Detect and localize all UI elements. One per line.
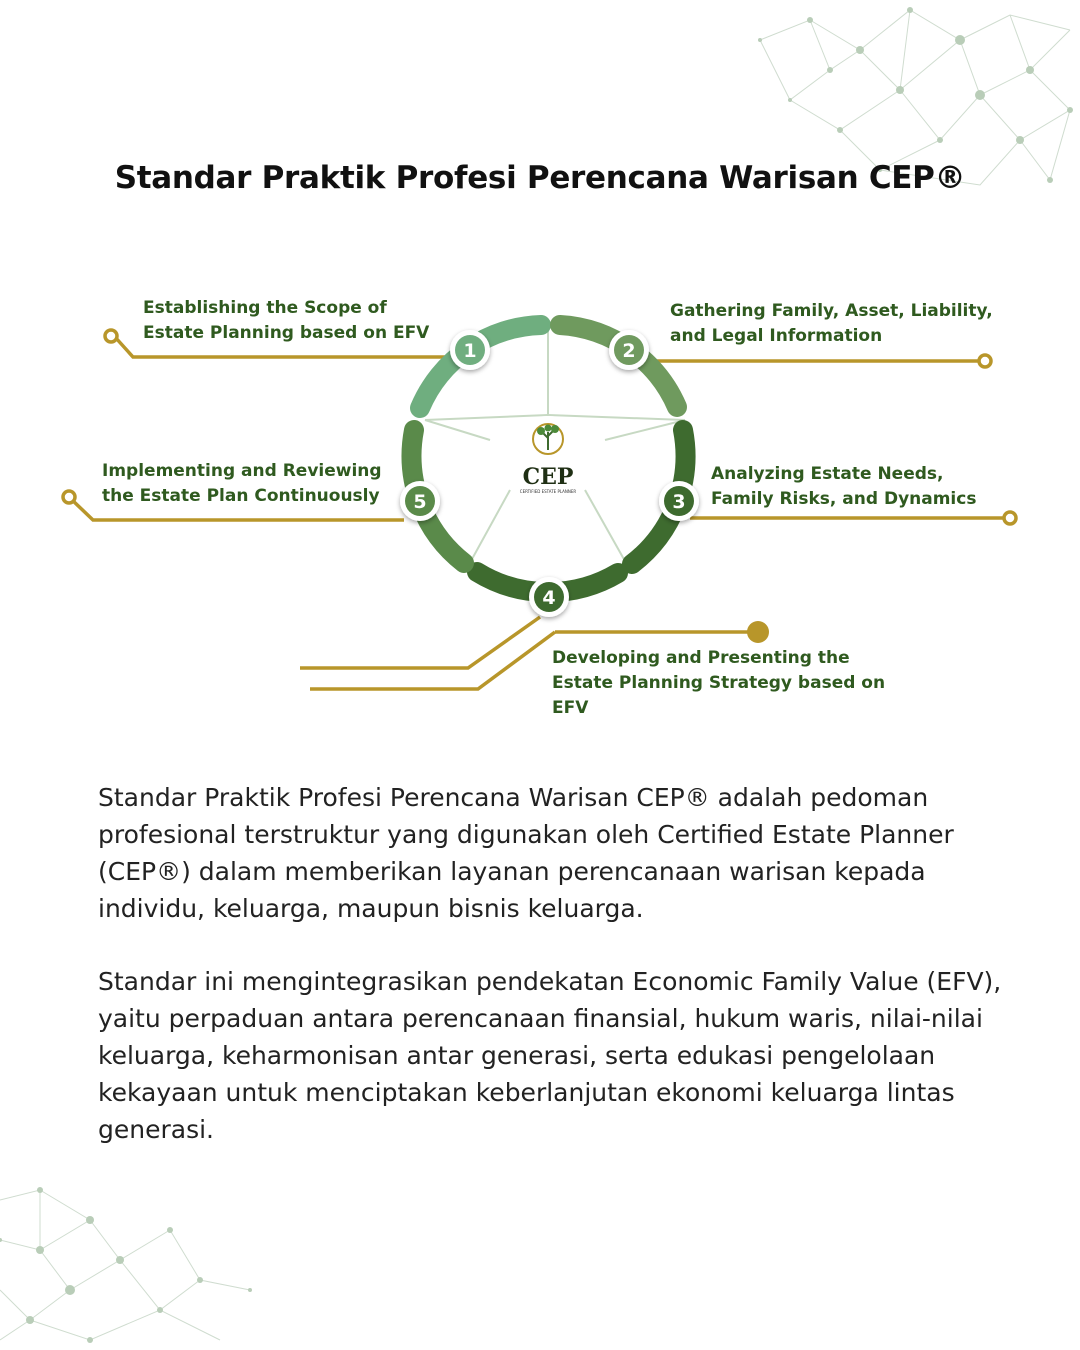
description-paragraph-1: Standar Praktik Profesi Perencana Warisan CEP® adalah pedoman profesional terstruktur yang digunakan oleh Certified Estate Planner (CEP®) dalam memberikan layanan perencanaan warisan kepada individu, keluarga, maupun bisnis keluarga.	[98, 783, 954, 923]
network-pattern-bottom	[0, 1180, 270, 1350]
leader-end-3	[1004, 512, 1016, 524]
step-label-5: Implementing and Reviewing the Estate Plan Continuously	[102, 461, 382, 506]
page-title: Standar Praktik Profesi Perencana Warisan CEP®	[114, 160, 966, 196]
step-number-5: 5	[413, 491, 427, 513]
leader-line-4a	[300, 617, 540, 668]
step-number-4: 4	[542, 587, 556, 609]
leader-end-5	[63, 491, 75, 503]
leader-end-1	[105, 330, 117, 342]
step-number-1: 1	[463, 340, 477, 362]
center-logo	[502, 416, 594, 508]
leader-lines	[70, 337, 1008, 689]
leader-end-2	[979, 355, 991, 367]
step-number-2: 2	[622, 340, 636, 362]
step-label-2: Gathering Family, Asset, Liability, and Legal Information	[670, 301, 993, 346]
step-number-3: 3	[672, 491, 686, 513]
step-label-3: Analyzing Estate Needs, Family Risks, and Dynamics	[711, 464, 977, 509]
step-label-4: Developing and Presenting the Estate Planning Strategy based on EFV	[552, 648, 886, 718]
step-label-1: Establishing the Scope of Estate Planning based on EFV	[143, 298, 430, 343]
leader-end-4	[747, 621, 769, 643]
logo-text: CEP	[522, 464, 574, 490]
description-paragraph-2: Standar ini mengintegrasikan pendekatan Economic Family Value (EFV), yaitu perpaduan antara perencanaan finansial, hukum waris, nilai-nilai keluarga, keharmonisan antar generasi, serta edukasi pengelolaan kekayaan untuk menciptakan keberlanjutan ekonomi keluarga lintas generasi.	[98, 967, 1002, 1144]
logo-subtext: CERTIFIED ESTATE PLANNER	[519, 489, 577, 494]
leader-line-4b	[310, 632, 555, 689]
